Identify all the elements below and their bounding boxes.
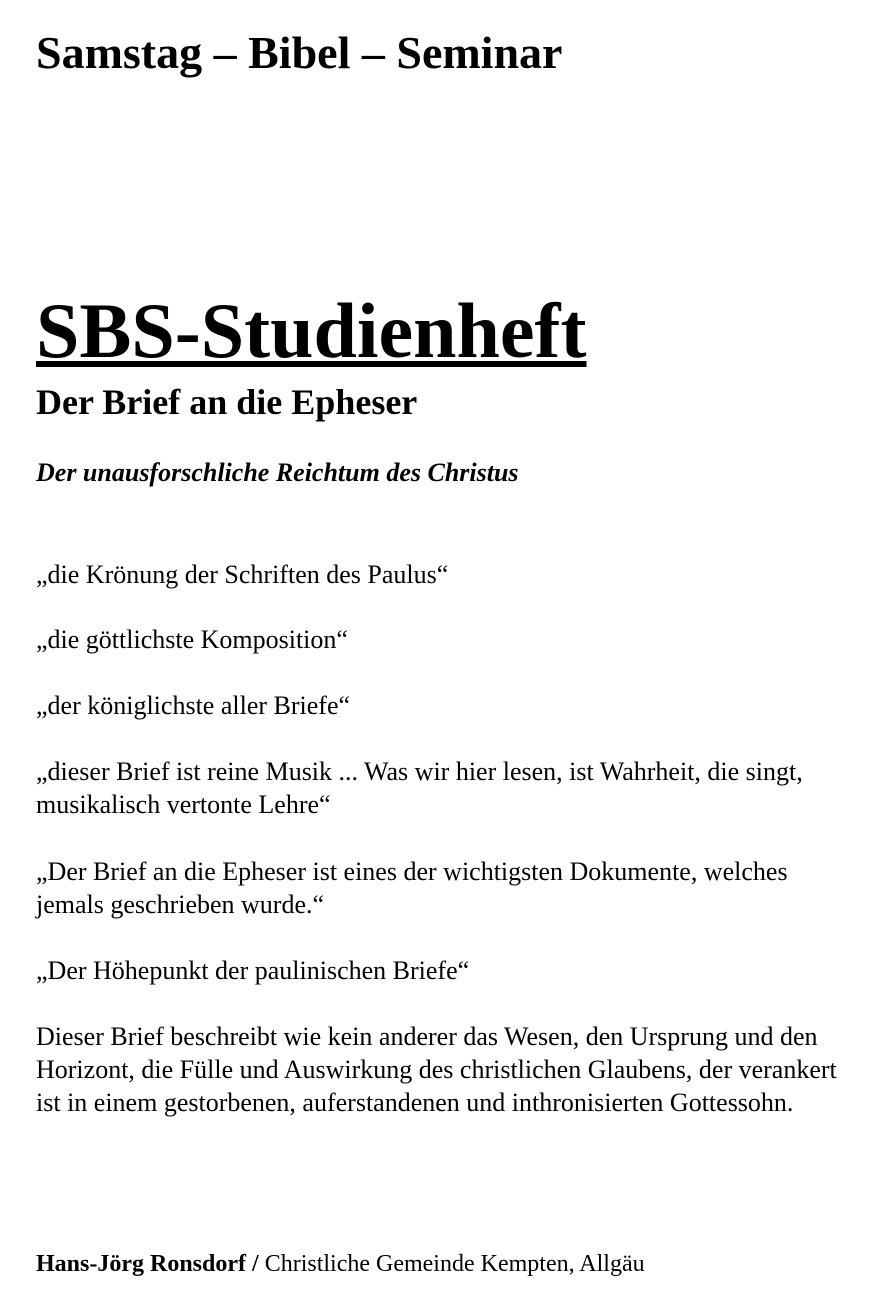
subtitle: Der Brief an die Epheser xyxy=(36,382,418,422)
quote-3: „der königlichste aller Briefe“ xyxy=(36,691,351,720)
footer-separator: / xyxy=(246,1251,265,1277)
main-title: SBS-Studienheft xyxy=(36,287,587,374)
tagline: Der unausforschliche Reichtum des Christus xyxy=(36,458,519,487)
quote-5: „Der Brief an die Epheser ist eines der wichtigsten Dokumente, welches jemals geschrieben wurde.“ xyxy=(36,857,788,919)
description-paragraph: Dieser Brief beschreibt wie kein anderer das Wesen, den Ursprung und den Horizont, die Fülle und Auswirkung des christlichen Glaubens, der verankert ist in einem gestorbenen, auferstandenen und inthronisierten Gottessohn. xyxy=(36,1022,837,1117)
author-name: Hans-Jörg Ronsdorf xyxy=(36,1251,247,1277)
organization-name: Christliche Gemeinde Kempten, Allgäu xyxy=(264,1251,645,1277)
quote-2: „die göttlichste Komposition“ xyxy=(36,625,348,654)
series-title: Samstag – Bibel – Seminar xyxy=(36,27,563,78)
quote-1: „die Krönung der Schriften des Paulus“ xyxy=(36,560,449,589)
footer xyxy=(36,1248,645,1280)
document-page xyxy=(36,0,846,1313)
quote-6: „Der Höhepunkt der paulinischen Briefe“ xyxy=(36,956,470,985)
quote-4: „dieser Brief ist reine Musik ... Was wir hier lesen, ist Wahrheit, die singt, musikalisch vertonte Lehre“ xyxy=(36,757,803,819)
